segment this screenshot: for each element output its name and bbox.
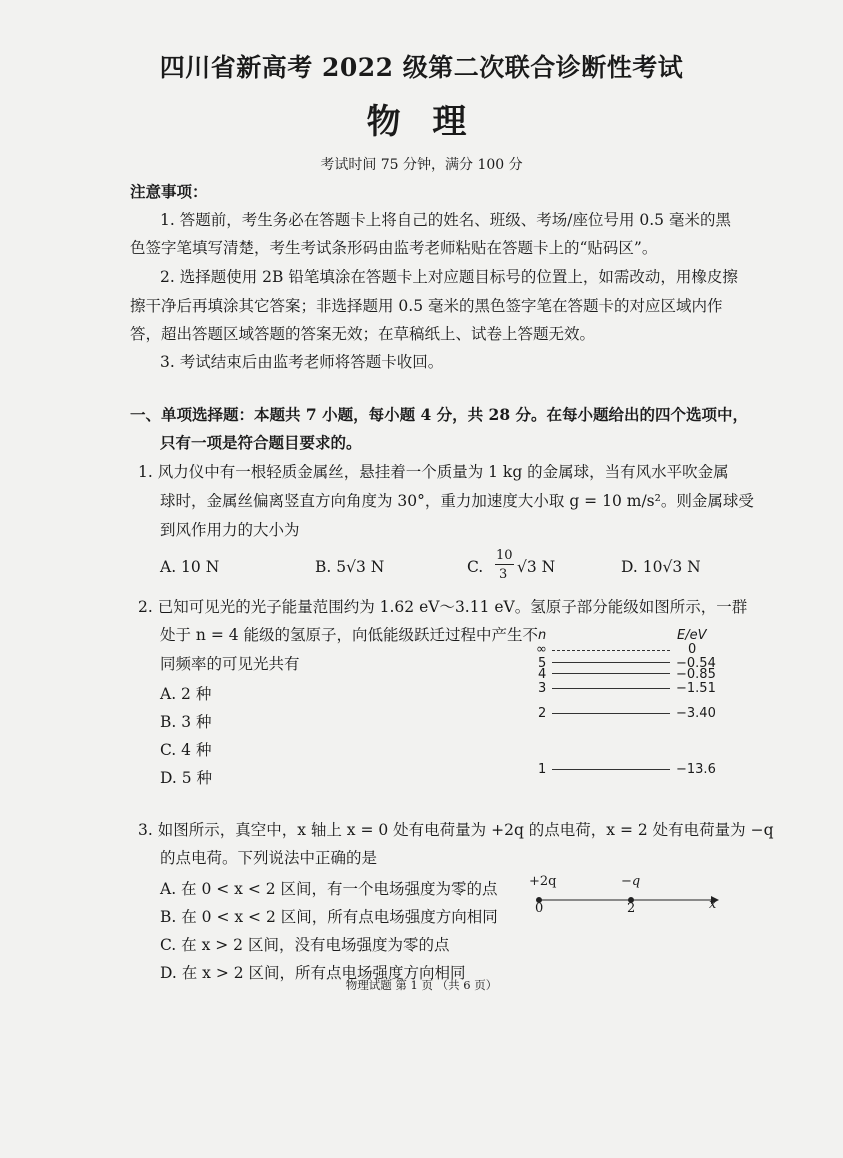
q1-option-a: A. 10 N (160, 558, 220, 576)
section-heading-cont: 只有一项是符合题目要求的。 (160, 433, 362, 452)
level-line-4 (552, 673, 670, 674)
q1-option-b: B. 5√3 N (315, 558, 385, 576)
level-n-5: 5 (538, 656, 547, 671)
x-axis-label: x (709, 897, 717, 912)
page-footer: 物理试题 第 1 页 （共 6 页） (345, 978, 498, 992)
tick-2-label: 2 (627, 901, 636, 916)
q1-option-c-numerator: 10 (496, 548, 513, 563)
question-1-line: 1. 风力仪中有一根轻质金属丝，悬挂着一个质量为 1 kg 的金属球，当有风水平吹金属 (138, 463, 729, 481)
notice-line: 3. 考试结束后由监考老师将答题卡收回。 (160, 353, 444, 371)
n-axis-label: n (538, 628, 547, 643)
question-1-line: 球时，金属丝偏离竖直方向角度为 30°，重力加速度大小取 g = 10 m/s²。则金属球受 (160, 492, 754, 510)
level-n-inf: ∞ (536, 642, 547, 657)
level-line-5 (552, 662, 670, 663)
tick-0-label: 0 (535, 901, 544, 916)
level-line-2 (552, 713, 670, 714)
q2-option-b: B. 3 种 (160, 713, 212, 731)
level-e-4: −0.85 (676, 667, 716, 682)
exam-time: 考试时间 75 分钟，满分 100 分 (320, 157, 523, 173)
level-n-2: 2 (538, 706, 547, 721)
q1-option-c-denominator: 3 (499, 567, 508, 582)
q1-option-c-label: C. (467, 558, 484, 576)
energy-level-diagram (530, 628, 730, 788)
q2-option-c: C. 4 种 (160, 741, 212, 759)
charge-axis-diagram (525, 874, 725, 942)
level-n-1: 1 (538, 762, 547, 777)
level-n-3: 3 (538, 681, 547, 696)
level-n-4: 4 (538, 667, 547, 682)
subject-title: 物 理 (366, 102, 477, 142)
q3-option-b: B. 在 0 < x < 2 区间，所有点电场强度方向相同 (160, 908, 498, 926)
question-3-line: 的点电荷。下列说法中正确的是 (160, 849, 378, 867)
question-2-line: 同频率的可见光共有 (160, 655, 300, 673)
section-heading: 一、单项选择题：本题共 7 小题，每小题 4 分，共 28 分。在每小题给出的四个选项中， (130, 405, 749, 424)
question-2-line: 处于 n = 4 能级的氢原子，向低能级跃迁过程中产生不 (160, 626, 539, 644)
charge-1-label: +2q (529, 874, 557, 889)
notice-heading: 注意事项： (130, 182, 208, 201)
level-e-5: −0.54 (676, 656, 716, 671)
level-e-2: −3.40 (676, 706, 716, 721)
question-2-line: 2. 已知可见光的光子能量范围约为 1.62 eV～3.11 eV。氢原子部分能级如图所示，一群 (138, 598, 748, 616)
exam-title: 四川省新高考 2022 级第二次联合诊断性考试 (159, 53, 684, 82)
notice-line: 2. 选择题使用 2B 铅笔填涂在答题卡上对应题目标号的位置上，如需改动，用橡皮擦 (160, 268, 738, 286)
level-e-3: −1.51 (676, 681, 716, 696)
notice-line: 答，超出答题区域答题的答案无效；在草稿纸上、试卷上答题无效。 (130, 325, 596, 343)
q2-option-d: D. 5 种 (160, 769, 213, 787)
level-line-1 (552, 769, 670, 770)
level-line-inf (552, 650, 670, 651)
notice-line: 1. 答题前，考生务必在答题卡上将自己的姓名、班级、考场/座位号用 0.5 毫米的黑 (160, 211, 731, 229)
notice-line: 擦干净后再填涂其它答案；非选择题用 0.5 毫米的黑色签字笔在答题卡的对应区域内作 (130, 297, 723, 315)
level-e-1: −13.6 (676, 762, 716, 777)
q2-option-a: A. 2 种 (160, 685, 212, 703)
q1-option-d: D. 10√3 N (621, 558, 701, 576)
q3-option-a: A. 在 0 < x < 2 区间，有一个电场强度为零的点 (160, 880, 498, 898)
notice-line: 色签字笔填写清楚，考生考试条形码由监考老师粘贴在答题卡上的“贴码区”。 (130, 239, 658, 257)
x-axis-line (525, 892, 725, 912)
q1-option-c-value: √3 N (517, 558, 556, 576)
q3-option-d: D. 在 x > 2 区间，所有点电场强度方向相同 (160, 964, 466, 982)
level-line-3 (552, 688, 670, 689)
level-e-inf: 0 (688, 642, 697, 657)
charge-2-label: −q (621, 874, 641, 889)
question-1-line: 到风作用力的大小为 (160, 521, 300, 539)
energy-axis-label: E/eV (677, 628, 707, 643)
q3-option-c: C. 在 x > 2 区间，没有电场强度为零的点 (160, 936, 450, 954)
question-3-line: 3. 如图所示，真空中，x 轴上 x = 0 处有电荷量为 +2q 的点电荷，x = 2 处有电荷量为 −q (138, 821, 774, 839)
